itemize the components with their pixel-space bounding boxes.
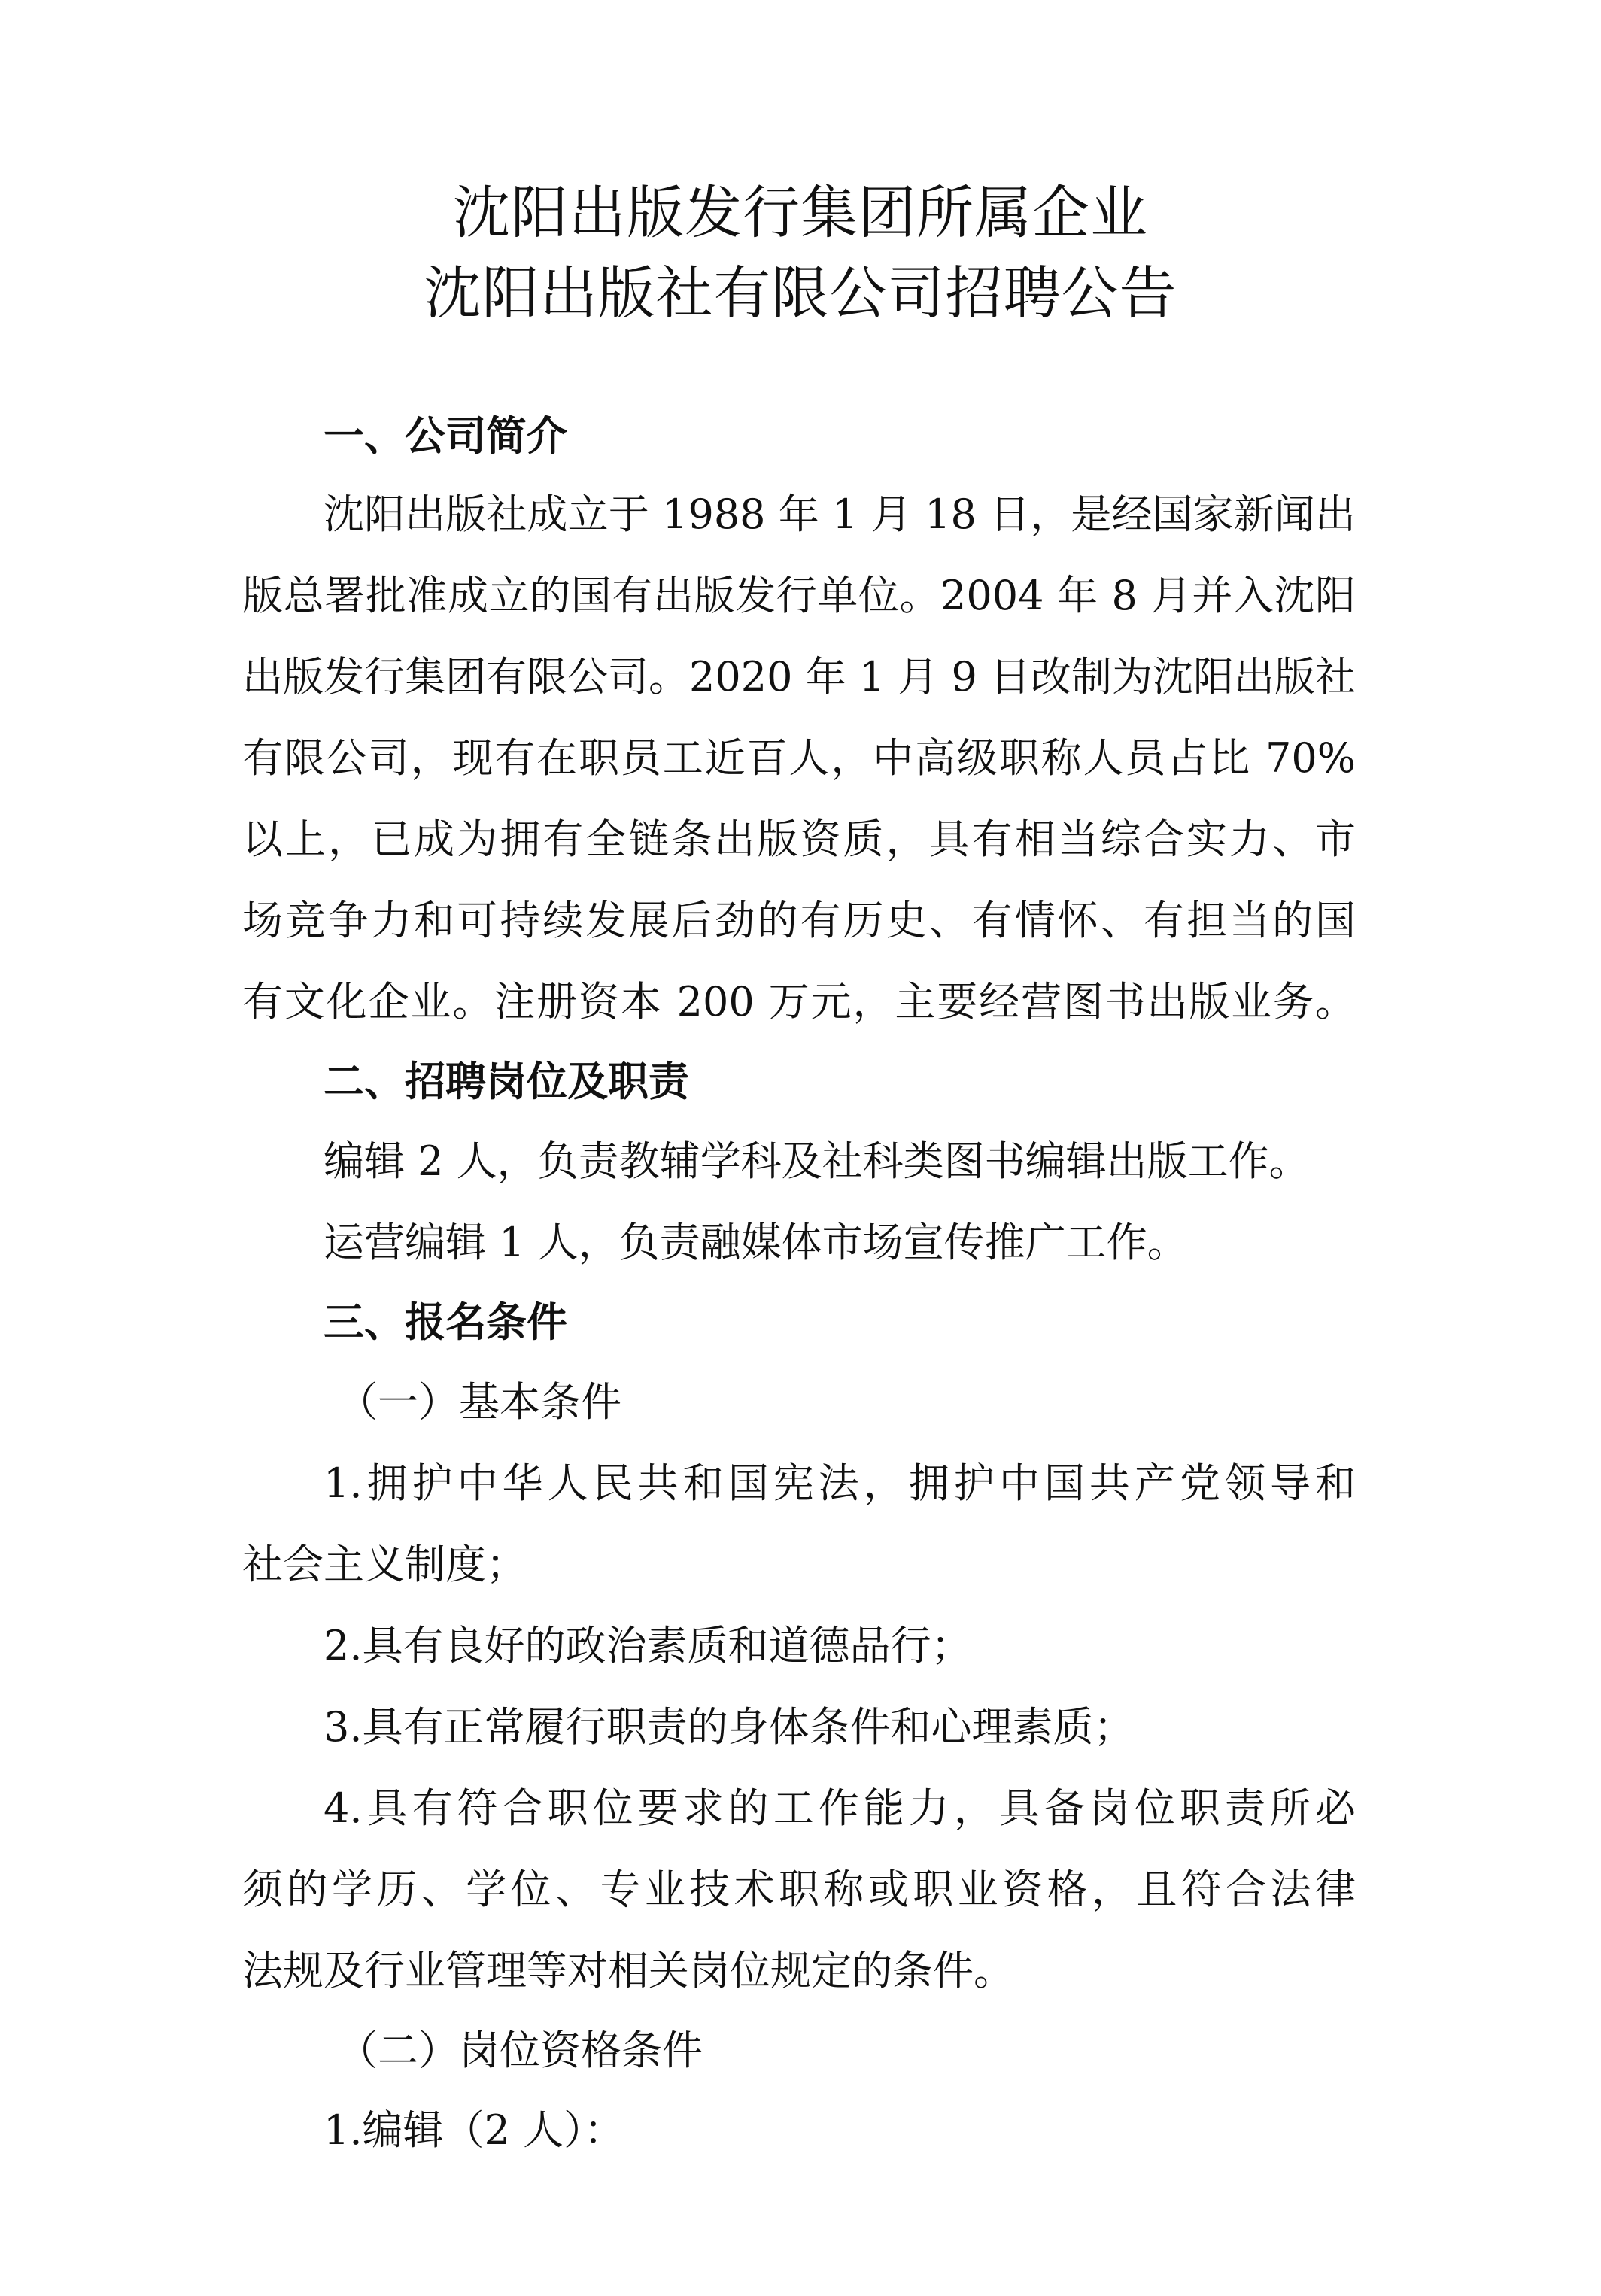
section-heading-positions: 二、招聘岗位及职责 <box>324 1058 689 1105</box>
paragraph-line: 以上，已成为拥有全链条出版资质，具有相当综合实力、市 <box>242 815 1356 863</box>
condition-line: 2.具有良好的政治素质和道德品行； <box>324 1622 972 1669</box>
document-title-line-1: 沈阳出版发行集团所属企业 <box>453 179 1148 246</box>
subsection-heading-basic: （一）基本条件 <box>337 1378 621 1426</box>
condition-line: 须的学历、学位、专业技术职称或职业资格，且符合法律 <box>242 1866 1356 1913</box>
item-editor: 1.编辑（2 人）： <box>324 2106 625 2154</box>
paragraph-line: 编辑 2 人，负责教辅学科及社科类图书编辑出版工作。 <box>324 1137 1310 1185</box>
condition-line: 社会主义制度； <box>242 1541 527 1588</box>
section-heading-requirements: 三、报名条件 <box>324 1298 567 1346</box>
condition-line: 3.具有正常履行职责的身体条件和心理素质； <box>324 1703 1135 1751</box>
document-title-line-2: 沈阳出版社有限公司招聘公告 <box>424 260 1177 326</box>
condition-line: 4.具有符合职位要求的工作能力，具备岗位职责所必 <box>324 1784 1356 1832</box>
paragraph-line: 出版发行集团有限公司。2020 年 1 月 9 日改制为沈阳出版社 <box>242 653 1356 700</box>
condition-line: 法规及行业管理等对相关岗位规定的条件。 <box>242 1947 1014 1994</box>
paragraph-line: 有限公司，现有在职员工近百人，中高级职称人员占比 70% <box>242 734 1356 782</box>
section-heading-company-intro: 一、公司简介 <box>324 412 567 460</box>
paragraph-line: 沈阳出版社成立于 1988 年 1 月 18 日，是经国家新闻出 <box>324 490 1356 538</box>
condition-line: 1.拥护中华人民共和国宪法，拥护中国共产党领导和 <box>324 1459 1356 1507</box>
paragraph-line: 场竞争力和可持续发展后劲的有历史、有情怀、有担当的国 <box>242 897 1356 944</box>
subsection-heading-qualifications: （二）岗位资格条件 <box>337 2027 703 2074</box>
paragraph-line: 运营编辑 1 人，负责融媒体市场宣传推广工作。 <box>324 1219 1188 1266</box>
paragraph-line: 有文化企业。注册资本 200 万元，主要经营图书出版业务。 <box>242 978 1356 1025</box>
paragraph-line: 版总署批准成立的国有出版发行单位。2004 年 8 月并入沈阳 <box>242 572 1356 619</box>
